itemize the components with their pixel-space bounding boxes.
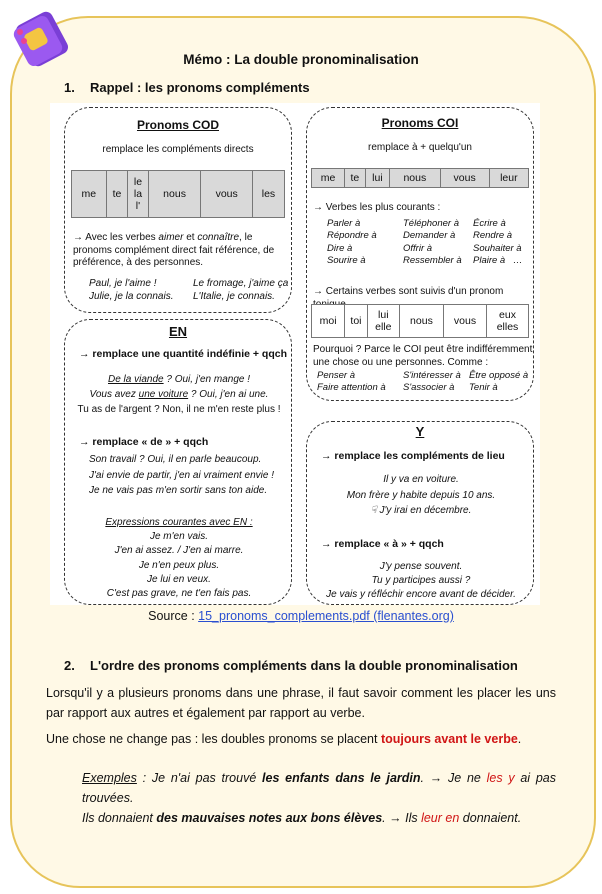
pronoun-cell: le la l' (128, 171, 148, 218)
en-examples-1: De la viande ? Oui, j'en mange ! Vous avez une voiture ? Oui, j'en ai une. Tu as de l'argent ? Non, il ne m'en reste plus ! (77, 374, 281, 415)
y-examples-2: J'y pense souvent. Tu y participes aussi ? Je vais y réfléchir encore avant de décider. (326, 561, 516, 600)
section1-heading: 1. Rappel : les pronoms compléments (64, 80, 310, 95)
cod-subtitle: remplace les compléments directs (102, 144, 254, 155)
source-line: Source : 15_pronoms_complements.pdf (flenantes.org) (148, 609, 454, 623)
en-title: EN (168, 324, 188, 339)
y-title: Y (415, 424, 425, 439)
coi-why: Pourquoi ? Parce le COI peut être indifféremment une chose ou une personnes. Comme : (313, 344, 533, 368)
pronoun-cell: lui elle (367, 305, 399, 338)
pronoun-cell: me (72, 171, 107, 218)
cod-pronoun-table (71, 170, 285, 218)
cod-title: Pronoms COD (136, 118, 219, 132)
cod-box (64, 107, 292, 313)
paragraph-2: Une chose ne change pas : les doubles pronoms se placent toujours avant le verbe. (46, 732, 522, 746)
coi-box (306, 107, 534, 401)
pronoun-figure (50, 103, 540, 605)
coi-verb-list: Parler à Téléphoner à Écrire à Répondre à Demander à Rendre à Dire à Offrir à Souhaiter à Sourire à Ressembler à Plaire à … (327, 218, 523, 267)
cod-example-1: Paul, je l'aime ! Julie, je la connais. (89, 278, 174, 302)
pronoun-cell: lui (365, 169, 389, 188)
pronoun-cell: te (106, 171, 128, 218)
pronoun-cell: nous (148, 171, 201, 218)
coi-pronoun-table (311, 168, 529, 188)
en-rule1: → remplace une quantité indéfinie + qqch (79, 348, 287, 360)
memo-title: Mémo : La double pronominalisation (183, 52, 419, 67)
pronoun-cell: les (252, 171, 284, 218)
en-rule2: → remplace « de » + qqch (79, 436, 209, 448)
en-expressions: Expressions courantes avec EN : Je m'en vais. J'en ai assez. / J'en ai marre. Je n'en peux plus. Je lui en veux. C'est pas grave, ne t'en fais pas. (105, 517, 253, 599)
coi-tonic-title: → Certains verbes sont suivis d'un pronom (313, 286, 504, 297)
y-rule1: → remplace les compléments de lieu (321, 450, 505, 462)
paragraph-1: Lorsqu'il y a plusieurs pronoms dans une phrase, il faut savoir comment les placer les uns par rapport aux autres et également par rapport au verbe. (46, 686, 556, 720)
cod-example-2: Le fromage, j'aime ça L'Italie, je connais. (193, 278, 289, 302)
y-examples-1: Il y va en voiture. Mon frère y habite depuis 10 ans. ☟ J'y irai en décembre. (346, 474, 496, 516)
cod-note: → Avec les verbes aimer et connaître, le pronoms complément direct fait référence, de préférence, à des personnes. (73, 232, 275, 268)
en-examples-2: Son travail ? Oui, il en parle beaucoup. J'ai envie de partir, j'en ai vraiment envie ! Je ne vais pas m'en sortir sans ton aide. (89, 454, 275, 496)
pronoun-cell: vous (201, 171, 252, 218)
hand-icon: ☟ (370, 505, 380, 516)
pronoun-cell: vous (444, 305, 487, 338)
coi-verbs-title: → Verbes les plus courants : (313, 202, 441, 213)
pronoun-cell: eux elles (487, 305, 529, 338)
pronoun-cell: me (312, 169, 345, 188)
pronoun-cell: nous (399, 305, 443, 338)
pronoun-cell: nous (390, 169, 440, 188)
examples: Exemples : Je n'ai pas trouvé les enfants dans le jardin. → Je ne les y ai pas trouvées. Ils donnaient des mauvaises notes aux bons élèves. → Ils leur en donnaient. (82, 771, 556, 825)
coi-title: Pronoms COI (381, 116, 459, 130)
y-rule2: → remplace « à » + qqch (321, 538, 444, 550)
coi-subtitle: remplace à + quelqu'un (368, 142, 472, 153)
coi-tonic-table (311, 304, 529, 338)
pronoun-cell: leur (489, 169, 528, 188)
coi-tonic-verbs: Penser à S'intéresser à Être opposé à Faire attention à S'associer à Tenir à (317, 370, 529, 394)
en-box (64, 319, 292, 605)
pronoun-cell: te (345, 169, 366, 188)
section2-heading: 2. L'ordre des pronoms compléments dans la double pronominalisation (64, 658, 518, 673)
y-box (306, 421, 534, 605)
pronoun-cell: moi (312, 305, 345, 338)
pronoun-cell: toi (345, 305, 367, 338)
pronoun-cell: vous (440, 169, 489, 188)
source-link[interactable]: 15_pronoms_complements.pdf (flenantes.org) (198, 609, 454, 623)
